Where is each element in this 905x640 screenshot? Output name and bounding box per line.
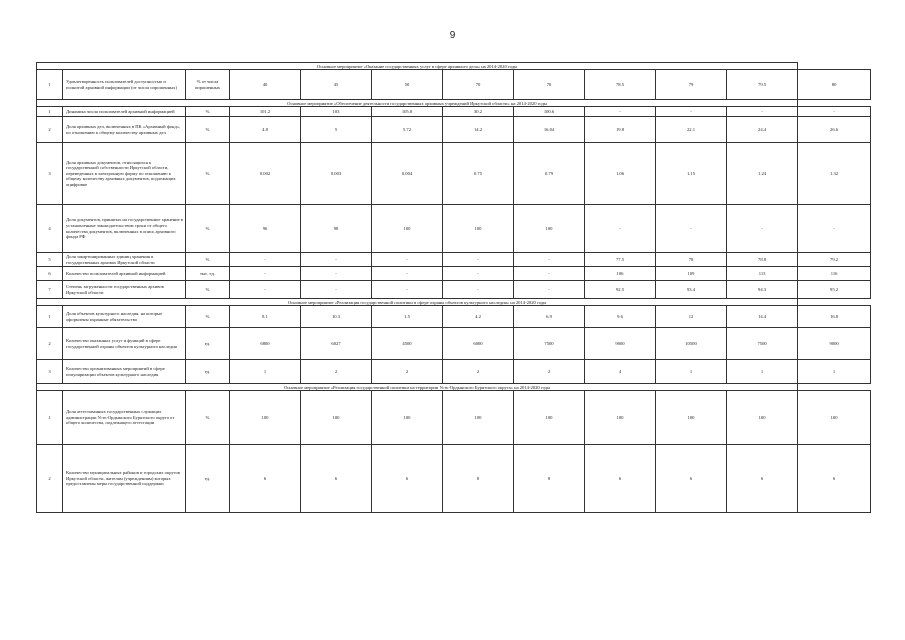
value-cell: 100	[230, 391, 301, 445]
value-cell: -	[727, 107, 798, 117]
value-cell: 8	[443, 445, 514, 513]
unit-cell: % от числа опрошенных	[186, 70, 230, 100]
value-cell: -	[301, 267, 372, 281]
indicator-name: Доля закартонированных единиц хранения в государственных архивах Иркутской области	[63, 253, 186, 267]
value-cell: 6	[727, 445, 798, 513]
value-cell: 103	[301, 107, 372, 117]
row-number: 1	[37, 70, 63, 100]
value-cell: 7500	[727, 328, 798, 360]
value-cell: 77.5	[585, 253, 656, 267]
unit-cell: ед.	[186, 360, 230, 384]
table-row	[37, 143, 871, 205]
unit-cell: %	[186, 306, 230, 328]
value-cell: 1	[230, 360, 301, 384]
value-cell: 78	[656, 253, 727, 267]
value-cell: 6	[656, 445, 727, 513]
value-cell: 0.004	[372, 143, 443, 205]
value-cell: 100	[798, 391, 871, 445]
table-row	[37, 70, 871, 100]
value-cell: 50	[372, 70, 443, 100]
value-cell: 1.06	[585, 143, 656, 205]
value-cell: -	[443, 267, 514, 281]
value-cell: -	[514, 267, 585, 281]
value-cell: 4	[585, 360, 656, 384]
table-row	[37, 205, 871, 253]
value-cell: 14.2	[443, 117, 514, 143]
table-row	[37, 328, 871, 360]
indicators-table	[36, 62, 871, 513]
table-row	[37, 391, 871, 445]
value-cell: 14.4	[727, 306, 798, 328]
value-cell: 100	[585, 391, 656, 445]
table-row	[37, 445, 871, 513]
value-cell: -	[585, 107, 656, 117]
value-cell: 96	[230, 205, 301, 253]
unit-cell: %	[186, 253, 230, 267]
value-cell: 70	[443, 70, 514, 100]
value-cell: -	[514, 253, 585, 267]
value-cell: 6.9	[514, 306, 585, 328]
row-number: 1	[37, 107, 63, 117]
value-cell: 113	[727, 267, 798, 281]
value-cell: 19.8	[585, 117, 656, 143]
value-cell: 100	[443, 205, 514, 253]
row-number: 6	[37, 267, 63, 281]
value-cell: 4500	[372, 328, 443, 360]
value-cell: 1	[798, 360, 871, 384]
section-header-row	[37, 384, 871, 391]
unit-cell: %	[186, 391, 230, 445]
value-cell: 6027	[301, 328, 372, 360]
value-cell: 4.2	[443, 306, 514, 328]
value-cell: 100.6	[514, 107, 585, 117]
page-number: 9	[449, 30, 456, 41]
unit-cell: тыс. ед.	[186, 267, 230, 281]
value-cell: -	[798, 205, 871, 253]
value-cell: 106	[585, 267, 656, 281]
value-cell: -	[301, 281, 372, 299]
indicator-name: Доля объектов культурного наследия, на которые оформлены охранные обязательства	[63, 306, 186, 328]
value-cell: 6	[798, 445, 871, 513]
unit-cell: %	[186, 205, 230, 253]
value-cell: 80	[798, 70, 871, 100]
value-cell: -	[514, 281, 585, 299]
value-cell: 92.5	[585, 281, 656, 299]
value-cell: 2	[301, 360, 372, 384]
value-cell: 1	[656, 360, 727, 384]
value-cell: -	[230, 253, 301, 267]
value-cell: -	[798, 107, 871, 117]
value-cell: 100	[372, 391, 443, 445]
value-cell: 100	[514, 391, 585, 445]
indicator-name: Количество муниципальных районов и городских округов Иркутской области, жителям (учреждениям) которых предоставлены меры государственной поддержки	[63, 445, 186, 513]
section-title: Основное мероприятие «Обеспечение деятельности государственных архивных учреждений Иркутской области» на 2014-2020 годы	[37, 100, 798, 107]
section-title: Основное мероприятие «Реализация государственной политики на территории Усть-Ордынского Бурятского округа» на 2014-2020 годы	[37, 384, 798, 391]
table-row	[37, 306, 871, 328]
value-cell: 100	[301, 391, 372, 445]
indicator-name: Количество организованных мероприятий в сфере популяризации объектов культурного наследия	[63, 360, 186, 384]
value-cell: 100	[656, 391, 727, 445]
indicator-name: Количество пользователей архивной информацией	[63, 267, 186, 281]
value-cell: -	[443, 253, 514, 267]
unit-cell: %	[186, 117, 230, 143]
value-cell: 2	[514, 360, 585, 384]
value-cell: 78.8	[727, 253, 798, 267]
indicator-name: Доля архивных документов, относящихся к государственной собственности Иркутской области, переведенных в электронную форму по отношению к общему количеству архивных документов, подлежащих оцифровке	[63, 143, 186, 205]
value-cell: 8.1	[230, 306, 301, 328]
value-cell: -	[727, 205, 798, 253]
table-row	[37, 253, 871, 267]
section-title: Основное мероприятие «Реализация государственной политики в сфере охраны объектов культурного наследия» на 2014-2020 годы	[37, 299, 798, 306]
unit-cell: ед.	[186, 328, 230, 360]
value-cell: 6	[585, 445, 656, 513]
value-cell: 1	[727, 360, 798, 384]
value-cell: 0.002	[230, 143, 301, 205]
section-header-row	[37, 299, 871, 306]
value-cell: 12	[656, 306, 727, 328]
value-cell: 9.6	[585, 306, 656, 328]
value-cell: 0.003	[301, 143, 372, 205]
value-cell: -	[656, 107, 727, 117]
value-cell: 4.8	[230, 117, 301, 143]
section-header-row	[37, 63, 871, 70]
value-cell: 116	[798, 267, 871, 281]
indicator-name: Доля аттестованных государственных служащих администрации Усть-Ордынского Бурятского округа от общего количества, подлежащего аттестации	[63, 391, 186, 445]
value-cell: 6	[301, 445, 372, 513]
value-cell: 100	[514, 205, 585, 253]
value-cell: 16.8	[798, 306, 871, 328]
value-cell: 1.15	[656, 143, 727, 205]
value-cell: -	[443, 281, 514, 299]
value-cell: 9000	[585, 328, 656, 360]
indicator-name: Доля документов, принятых на государственное хранение в установленные законодательством сроки от общего количества документов, включенных в опись архивного фонда РФ	[63, 205, 186, 253]
value-cell: -	[656, 205, 727, 253]
value-cell: 0.79	[514, 143, 585, 205]
value-cell: 45	[301, 70, 372, 100]
row-number: 3	[37, 143, 63, 205]
unit-cell: %	[186, 107, 230, 117]
indicator-name: Динамика числа пользователей архивной информацией	[63, 107, 186, 117]
row-number: 1	[37, 391, 63, 445]
value-cell: 5.72	[372, 117, 443, 143]
value-cell: 100	[443, 391, 514, 445]
unit-cell: %	[186, 143, 230, 205]
row-number: 4	[37, 205, 63, 253]
value-cell: 6	[230, 445, 301, 513]
value-cell: 5	[301, 117, 372, 143]
row-number: 2	[37, 117, 63, 143]
value-cell: 24.4	[727, 117, 798, 143]
unit-cell: ед.	[186, 445, 230, 513]
table-row	[37, 267, 871, 281]
value-cell: -	[372, 267, 443, 281]
value-cell: -	[230, 267, 301, 281]
value-cell: 16.04	[514, 117, 585, 143]
value-cell: 78.5	[585, 70, 656, 100]
value-cell: 22.1	[656, 117, 727, 143]
value-cell: 98	[301, 205, 372, 253]
value-cell: 30.2	[443, 107, 514, 117]
row-number: 5	[37, 253, 63, 267]
value-cell: 79.2	[798, 253, 871, 267]
value-cell: 1.32	[798, 143, 871, 205]
value-cell: -	[301, 253, 372, 267]
table-row	[37, 107, 871, 117]
value-cell: 100	[372, 205, 443, 253]
value-cell: 105.8	[372, 107, 443, 117]
value-cell: 109	[656, 267, 727, 281]
row-number: 3	[37, 360, 63, 384]
unit-cell: %	[186, 281, 230, 299]
value-cell: 79	[656, 70, 727, 100]
value-cell: 2	[372, 360, 443, 384]
value-cell: 79.5	[727, 70, 798, 100]
value-cell: 9000	[798, 328, 871, 360]
value-cell: 10.3	[301, 306, 372, 328]
value-cell: 6	[372, 445, 443, 513]
value-cell: 8	[514, 445, 585, 513]
value-cell: 2	[443, 360, 514, 384]
indicator-name: Доля архивных дел, включенных в ПК «Архивный фонд», по отношению к общему количеству архивных дел	[63, 117, 186, 143]
value-cell: -	[372, 281, 443, 299]
value-cell: 7500	[514, 328, 585, 360]
section-title: Основное мероприятие «Оказание государственных услуг в сфере архивного дела» на 2014-2020 годы	[37, 63, 798, 70]
row-number: 1	[37, 306, 63, 328]
value-cell: 94.3	[727, 281, 798, 299]
row-number: 2	[37, 445, 63, 513]
value-cell: 100	[727, 391, 798, 445]
value-cell: 0.75	[443, 143, 514, 205]
table-row	[37, 360, 871, 384]
row-number: 2	[37, 328, 63, 360]
value-cell: 70	[514, 70, 585, 100]
value-cell: -	[230, 281, 301, 299]
value-cell: 26.6	[798, 117, 871, 143]
value-cell: -	[585, 205, 656, 253]
value-cell: -	[372, 253, 443, 267]
row-number: 7	[37, 281, 63, 299]
indicator-name: Количество оказанных услуг и функций в сфере государственной охраны объектов культурного наследия	[63, 328, 186, 360]
value-cell: 40	[230, 70, 301, 100]
indicator-name: Степень загруженности государственных архивов Иркутской области	[63, 281, 186, 299]
value-cell: 6800	[230, 328, 301, 360]
table-row	[37, 281, 871, 299]
table-row	[37, 117, 871, 143]
value-cell: 93.4	[656, 281, 727, 299]
value-cell: 1.5	[372, 306, 443, 328]
value-cell: 10500	[656, 328, 727, 360]
value-cell: 101.2	[230, 107, 301, 117]
value-cell: 1.24	[727, 143, 798, 205]
value-cell: 95.2	[798, 281, 871, 299]
value-cell: 6000	[443, 328, 514, 360]
section-header-row	[37, 100, 871, 107]
indicator-name: Удовлетворенность пользователей доступностью и полнотой архивной информации (от числа опрошенных)	[63, 70, 186, 100]
